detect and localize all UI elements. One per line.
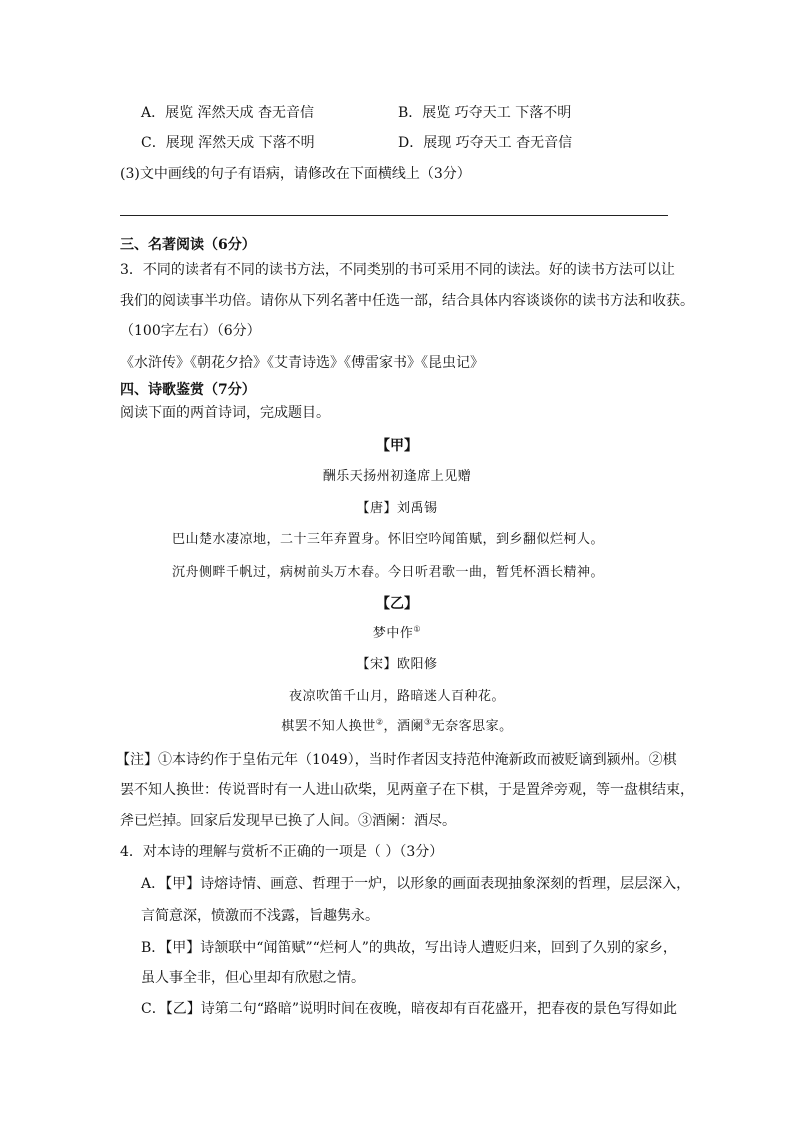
option-c: C．展现 浑然天成 下落不明 — [141, 135, 315, 151]
poem-a-author: 【唐】刘禹锡 — [356, 501, 438, 516]
option-a: A．展览 浑然天成 杳无音信 — [141, 105, 315, 121]
poem-a-title: 酬乐天扬州初逢席上见赠 — [322, 469, 472, 484]
option-b: B．展览 巧夺天工 下落不明 — [398, 105, 572, 121]
poem-b-line2 — [0, 718, 794, 736]
section-4-intro: 阅读下面的两首诗词，完成题目。 — [120, 405, 330, 421]
question-4: 4．对本诗的理解与赏析不正确的一项是（ ）（3分） — [120, 844, 444, 860]
question-3-line3: （100字左右）（6分） — [120, 323, 261, 339]
section-4-title: 四、诗歌鉴赏（7分） — [120, 382, 256, 398]
question-3-line2: 我们的阅读事半功倍。请你从下列名著中任选一部，结合具体内容谈谈你的读书方法和收获。 — [120, 293, 694, 309]
q4-option-a-line2: 言简意深，愤激而不浅露，旨趣隽永。 — [141, 908, 379, 924]
poem-b-line2-part2: ，酒阑 — [383, 719, 424, 734]
question-2-sub3: (3)文中画线的句子有语病，请修改在下面横线上（3分） — [120, 166, 471, 182]
q4-option-b-line1: B．【甲】诗颔联中“闻笛赋”“烂柯人”的典故，写出诗人遭贬归来，回到了久别的家乡， — [141, 940, 677, 956]
note-line3: 斧已烂掉。回家后发现早已换了人间。③酒阑：酒尽。 — [120, 813, 456, 829]
poem-b-title — [0, 625, 794, 643]
footnote-marker: ③ — [424, 717, 432, 727]
poem-b-line2-part1: 棋罢不知人换世 — [281, 719, 376, 734]
book-list: 《水浒传》《朝花夕拾》《艾青诗选》《傅雷家书》《昆虫记》 — [120, 355, 484, 371]
poem-b-line2-part3: 无奈客思家。 — [431, 719, 513, 734]
q4-option-b-line2: 虽人事全非，但心里却有欣慰之情。 — [141, 970, 365, 986]
poem-a-mark: 【甲】 — [376, 438, 418, 454]
question-3-line1: 3．不同的读者有不同的读书方法，不同类别的书可采用不同的读法。好的读书方法可以让 — [120, 262, 675, 278]
poem-b-line1: 夜凉吹笛千山月，路暗迷人百种花。 — [288, 689, 505, 704]
q4-option-a-line1: A．【甲】诗熔诗情、画意、哲理于一炉，以形象的画面表现抽象深刻的哲理，层层深入， — [141, 876, 691, 892]
poem-b-author: 【宋】欧阳修 — [356, 657, 438, 672]
section-3-title: 三、名著阅读（6分） — [120, 237, 256, 253]
poem-b-mark: 【乙】 — [376, 596, 418, 612]
footnote-marker: ① — [413, 624, 422, 634]
q4-option-c-line1: C．【乙】诗第二句“路暗”说明时间在夜晚，暗夜却有百花盛开，把春夜的景色写得如此 — [141, 1001, 678, 1017]
option-d: D．展现 巧夺天工 杳无音信 — [398, 135, 573, 151]
poem-a-line1: 巴山楚水凄凉地，二十三年弃置身。怀旧空吟闻笛赋，到乡翻似烂柯人。 — [172, 532, 605, 547]
answer-line — [120, 215, 668, 216]
note-line1: 【注】①本诗约作于皇佑元年（1049），当时作者因支持范仲淹新政而被贬谪到颍州。②棋 — [116, 752, 677, 768]
poem-a-line2: 沉舟侧畔千帆过，病树前头万木春。今日听君歌一曲，暂凭杯酒长精神。 — [172, 565, 605, 580]
poem-b-title-text: 梦中作 — [372, 626, 414, 641]
footnote-marker: ② — [375, 717, 384, 727]
note-line2: 罢不知人换世：传说晋时有一人进山砍柴，见两童子在下棋，于是置斧旁观，等一盘棋结束， — [120, 782, 694, 798]
